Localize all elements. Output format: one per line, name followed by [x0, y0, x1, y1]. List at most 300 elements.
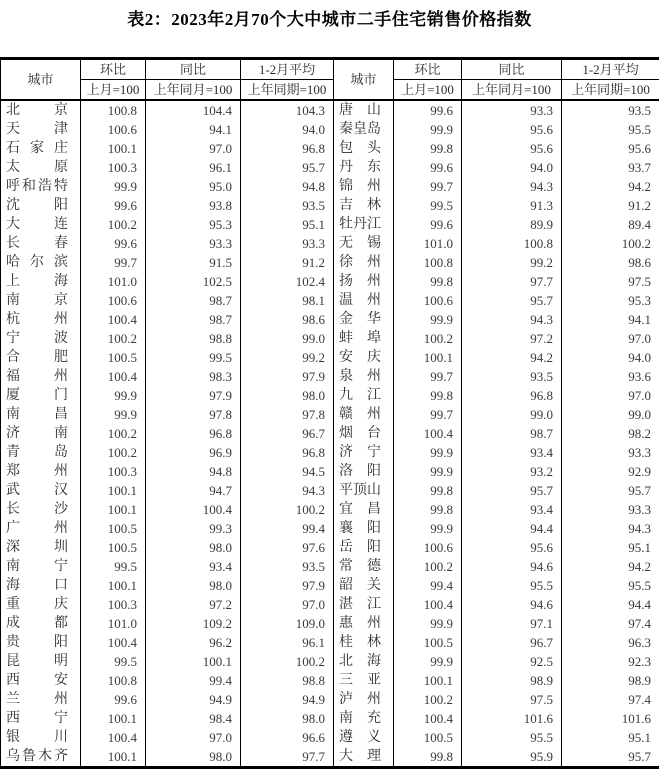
- mom-cell: 100.1: [81, 139, 146, 158]
- mom-cell: 99.9: [81, 177, 146, 196]
- yoy-cell: 91.3: [462, 196, 562, 215]
- mom-cell: 100.1: [81, 576, 146, 595]
- avg-cell: 95.3: [562, 291, 659, 310]
- yoy-cell: 89.9: [462, 215, 562, 234]
- table-row: [1, 671, 659, 690]
- city-cell: 郑州: [1, 462, 81, 481]
- city-cell: 成都: [1, 614, 81, 633]
- mom-cell: 100.6: [394, 538, 462, 557]
- mom-cell: 100.5: [81, 519, 146, 538]
- city-cell: 宜昌: [334, 500, 394, 519]
- avg-cell: 99.2: [241, 348, 334, 367]
- mom-cell: 100.5: [81, 538, 146, 557]
- mom-cell: 99.9: [394, 120, 462, 139]
- avg-cell: 95.7: [241, 158, 334, 177]
- yoy-cell: 98.4: [146, 709, 241, 728]
- yoy-cell: 95.9: [462, 747, 562, 768]
- city-cell: 哈尔滨: [1, 253, 81, 272]
- avg-cell: 95.6: [562, 139, 659, 158]
- yoy-cell: 95.6: [462, 538, 562, 557]
- avg-cell: 89.4: [562, 215, 659, 234]
- table-row: [1, 728, 659, 747]
- mom-cell: 100.5: [394, 728, 462, 747]
- mom-cell: 99.8: [394, 500, 462, 519]
- header-mom-base-left: 上月=100: [81, 80, 146, 101]
- mom-cell: 100.3: [81, 158, 146, 177]
- table-row: [1, 120, 659, 139]
- mom-cell: 100.8: [394, 253, 462, 272]
- city-cell: 呼和浩特: [1, 177, 81, 196]
- city-cell: 福州: [1, 367, 81, 386]
- city-cell: 大理: [334, 747, 394, 768]
- city-cell: 温州: [334, 291, 394, 310]
- yoy-cell: 98.8: [146, 329, 241, 348]
- yoy-cell: 99.4: [146, 671, 241, 690]
- avg-cell: 94.3: [562, 519, 659, 538]
- mom-cell: 99.6: [81, 690, 146, 709]
- city-cell: 武汉: [1, 481, 81, 500]
- header-city-left: 城市: [1, 59, 81, 101]
- mom-cell: 100.4: [81, 728, 146, 747]
- yoy-cell: 91.5: [146, 253, 241, 272]
- avg-cell: 97.9: [241, 367, 334, 386]
- mom-cell: 100.4: [394, 424, 462, 443]
- avg-cell: 98.1: [241, 291, 334, 310]
- yoy-cell: 98.0: [146, 747, 241, 768]
- city-cell: 三亚: [334, 671, 394, 690]
- avg-cell: 97.8: [241, 405, 334, 424]
- mom-cell: 100.4: [81, 367, 146, 386]
- mom-cell: 100.8: [81, 100, 146, 120]
- avg-cell: 98.8: [241, 671, 334, 690]
- mom-cell: 99.7: [394, 405, 462, 424]
- table-row: [1, 614, 659, 633]
- mom-cell: 100.2: [394, 557, 462, 576]
- avg-cell: 97.4: [562, 690, 659, 709]
- city-cell: 兰州: [1, 690, 81, 709]
- avg-cell: 97.9: [241, 576, 334, 595]
- mom-cell: 100.3: [81, 462, 146, 481]
- yoy-cell: 96.8: [462, 386, 562, 405]
- table-row: [1, 177, 659, 196]
- city-cell: 青岛: [1, 443, 81, 462]
- avg-cell: 94.0: [241, 120, 334, 139]
- city-cell: 海口: [1, 576, 81, 595]
- mom-cell: 100.5: [81, 348, 146, 367]
- yoy-cell: 98.7: [146, 310, 241, 329]
- yoy-cell: 92.5: [462, 652, 562, 671]
- city-cell: 银川: [1, 728, 81, 747]
- mom-cell: 99.9: [394, 614, 462, 633]
- table-row: [1, 500, 659, 519]
- yoy-cell: 95.5: [462, 576, 562, 595]
- city-cell: 天津: [1, 120, 81, 139]
- yoy-cell: 97.2: [462, 329, 562, 348]
- yoy-cell: 100.8: [462, 234, 562, 253]
- city-cell: 广州: [1, 519, 81, 538]
- mom-cell: 100.1: [394, 348, 462, 367]
- table-row: [1, 709, 659, 728]
- city-cell: 南昌: [1, 405, 81, 424]
- mom-cell: 100.4: [81, 310, 146, 329]
- yoy-cell: 104.4: [146, 100, 241, 120]
- mom-cell: 99.9: [394, 462, 462, 481]
- header-avg-right: 1-2月平均: [562, 59, 659, 80]
- avg-cell: 100.2: [241, 652, 334, 671]
- avg-cell: 96.8: [241, 443, 334, 462]
- yoy-cell: 95.5: [462, 728, 562, 747]
- table-row: [1, 405, 659, 424]
- yoy-cell: 98.0: [146, 538, 241, 557]
- table-row: [1, 100, 659, 120]
- yoy-cell: 93.4: [462, 443, 562, 462]
- city-cell: 深圳: [1, 538, 81, 557]
- yoy-cell: 99.3: [146, 519, 241, 538]
- mom-cell: 100.2: [81, 215, 146, 234]
- city-cell: 九江: [334, 386, 394, 405]
- avg-cell: 91.2: [562, 196, 659, 215]
- mom-cell: 99.8: [394, 386, 462, 405]
- yoy-cell: 96.7: [462, 633, 562, 652]
- table-row: [1, 291, 659, 310]
- city-cell: 乌鲁木齐: [1, 747, 81, 768]
- avg-cell: 95.7: [562, 747, 659, 768]
- city-cell: 南京: [1, 291, 81, 310]
- table-body: [1, 100, 659, 768]
- yoy-cell: 95.6: [462, 139, 562, 158]
- table-row: [1, 386, 659, 405]
- avg-cell: 95.1: [562, 728, 659, 747]
- mom-cell: 99.8: [394, 272, 462, 291]
- avg-cell: 96.7: [241, 424, 334, 443]
- table-row: [1, 443, 659, 462]
- mom-cell: 99.6: [81, 196, 146, 215]
- city-cell: 湛江: [334, 595, 394, 614]
- yoy-cell: 93.8: [146, 196, 241, 215]
- avg-cell: 94.4: [562, 595, 659, 614]
- city-cell: 西宁: [1, 709, 81, 728]
- avg-cell: 94.3: [241, 481, 334, 500]
- mom-cell: 100.2: [81, 424, 146, 443]
- table-row: [1, 595, 659, 614]
- mom-cell: 100.2: [81, 329, 146, 348]
- mom-cell: 100.6: [394, 291, 462, 310]
- mom-cell: 99.7: [394, 177, 462, 196]
- avg-cell: 99.4: [241, 519, 334, 538]
- city-cell: 南充: [334, 709, 394, 728]
- avg-cell: 99.0: [241, 329, 334, 348]
- avg-cell: 94.0: [562, 348, 659, 367]
- mom-cell: 99.5: [81, 652, 146, 671]
- mom-cell: 99.6: [394, 215, 462, 234]
- table-row: [1, 310, 659, 329]
- city-cell: 昆明: [1, 652, 81, 671]
- yoy-cell: 96.1: [146, 158, 241, 177]
- mom-cell: 100.8: [81, 671, 146, 690]
- table-row: [1, 196, 659, 215]
- avg-cell: 93.5: [241, 557, 334, 576]
- table-row: [1, 367, 659, 386]
- table-row: [1, 139, 659, 158]
- avg-cell: 95.5: [562, 120, 659, 139]
- city-cell: 蚌埠: [334, 329, 394, 348]
- avg-cell: 95.5: [562, 576, 659, 595]
- yoy-cell: 96.9: [146, 443, 241, 462]
- table-row: [1, 215, 659, 234]
- table-row: [1, 633, 659, 652]
- mom-cell: 99.9: [81, 386, 146, 405]
- avg-cell: 98.0: [241, 709, 334, 728]
- yoy-cell: 97.0: [146, 139, 241, 158]
- table-row: [1, 538, 659, 557]
- yoy-cell: 94.0: [462, 158, 562, 177]
- avg-cell: 97.5: [562, 272, 659, 291]
- mom-cell: 100.3: [81, 595, 146, 614]
- price-index-table: [0, 57, 659, 769]
- city-cell: 沈阳: [1, 196, 81, 215]
- yoy-cell: 96.8: [146, 424, 241, 443]
- yoy-cell: 99.0: [462, 405, 562, 424]
- yoy-cell: 95.0: [146, 177, 241, 196]
- mom-cell: 99.9: [394, 519, 462, 538]
- city-cell: 宁波: [1, 329, 81, 348]
- avg-cell: 96.3: [562, 633, 659, 652]
- city-cell: 无锡: [334, 234, 394, 253]
- city-cell: 重庆: [1, 595, 81, 614]
- mom-cell: 99.8: [394, 747, 462, 768]
- yoy-cell: 95.7: [462, 291, 562, 310]
- avg-cell: 109.0: [241, 614, 334, 633]
- city-cell: 泉州: [334, 367, 394, 386]
- header-mom-right: 环比: [394, 59, 462, 80]
- avg-cell: 98.9: [562, 671, 659, 690]
- yoy-cell: 94.1: [146, 120, 241, 139]
- mom-cell: 99.7: [394, 367, 462, 386]
- city-cell: 厦门: [1, 386, 81, 405]
- city-cell: 遵义: [334, 728, 394, 747]
- city-cell: 大连: [1, 215, 81, 234]
- city-cell: 贵阳: [1, 633, 81, 652]
- city-cell: 牡丹江: [334, 215, 394, 234]
- mom-cell: 100.1: [81, 709, 146, 728]
- header-city-right: 城市: [334, 59, 394, 101]
- mom-cell: 100.2: [394, 329, 462, 348]
- mom-cell: 99.8: [394, 139, 462, 158]
- table-row: [1, 557, 659, 576]
- mom-cell: 101.0: [81, 614, 146, 633]
- header-yoy-base-left: 上年同月=100: [146, 80, 241, 101]
- yoy-cell: 98.0: [146, 576, 241, 595]
- avg-cell: 94.8: [241, 177, 334, 196]
- avg-cell: 92.3: [562, 652, 659, 671]
- avg-cell: 96.1: [241, 633, 334, 652]
- city-cell: 赣州: [334, 405, 394, 424]
- header-avg-left: 1-2月平均: [241, 59, 334, 80]
- mom-cell: 99.9: [394, 310, 462, 329]
- yoy-cell: 97.5: [462, 690, 562, 709]
- table-row: [1, 253, 659, 272]
- yoy-cell: 93.5: [462, 367, 562, 386]
- city-cell: 南宁: [1, 557, 81, 576]
- avg-cell: 97.0: [562, 386, 659, 405]
- yoy-cell: 94.4: [462, 519, 562, 538]
- avg-cell: 97.0: [241, 595, 334, 614]
- table-row: [1, 158, 659, 177]
- city-cell: 岳阳: [334, 538, 394, 557]
- yoy-cell: 95.6: [462, 120, 562, 139]
- yoy-cell: 93.4: [462, 500, 562, 519]
- avg-cell: 93.5: [562, 100, 659, 120]
- yoy-cell: 100.1: [146, 652, 241, 671]
- mom-cell: 100.5: [394, 633, 462, 652]
- mom-cell: 100.1: [81, 747, 146, 768]
- yoy-cell: 94.3: [462, 310, 562, 329]
- avg-cell: 93.6: [562, 367, 659, 386]
- mom-cell: 100.6: [81, 291, 146, 310]
- yoy-cell: 97.7: [462, 272, 562, 291]
- avg-cell: 95.7: [562, 481, 659, 500]
- city-cell: 桂林: [334, 633, 394, 652]
- table-row: [1, 424, 659, 443]
- yoy-cell: 95.3: [146, 215, 241, 234]
- avg-cell: 93.3: [562, 500, 659, 519]
- yoy-cell: 93.3: [146, 234, 241, 253]
- table-header: [1, 59, 659, 101]
- city-cell: 杭州: [1, 310, 81, 329]
- yoy-cell: 93.3: [462, 100, 562, 120]
- yoy-cell: 98.3: [146, 367, 241, 386]
- yoy-cell: 98.7: [462, 424, 562, 443]
- yoy-cell: 97.1: [462, 614, 562, 633]
- mom-cell: 99.9: [394, 652, 462, 671]
- table-row: [1, 272, 659, 291]
- avg-cell: 100.2: [241, 500, 334, 519]
- header-yoy-left: 同比: [146, 59, 241, 80]
- table-row: [1, 462, 659, 481]
- city-cell: 济宁: [334, 443, 394, 462]
- yoy-cell: 94.7: [146, 481, 241, 500]
- avg-cell: 99.0: [562, 405, 659, 424]
- city-cell: 包头: [334, 139, 394, 158]
- yoy-cell: 98.7: [146, 291, 241, 310]
- avg-cell: 97.7: [241, 747, 334, 768]
- mom-cell: 100.2: [81, 443, 146, 462]
- yoy-cell: 101.6: [462, 709, 562, 728]
- avg-cell: 98.0: [241, 386, 334, 405]
- city-cell: 秦皇岛: [334, 120, 394, 139]
- avg-cell: 93.5: [241, 196, 334, 215]
- avg-cell: 91.2: [241, 253, 334, 272]
- avg-cell: 98.2: [562, 424, 659, 443]
- avg-cell: 93.7: [562, 158, 659, 177]
- mom-cell: 101.0: [394, 234, 462, 253]
- city-cell: 长沙: [1, 500, 81, 519]
- yoy-cell: 94.6: [462, 595, 562, 614]
- avg-cell: 98.6: [241, 310, 334, 329]
- avg-cell: 97.0: [562, 329, 659, 348]
- table-row: [1, 234, 659, 253]
- city-cell: 烟台: [334, 424, 394, 443]
- yoy-cell: 95.7: [462, 481, 562, 500]
- table-row: [1, 747, 659, 768]
- header-mom-left: 环比: [81, 59, 146, 80]
- city-cell: 常德: [334, 557, 394, 576]
- city-cell: 丹东: [334, 158, 394, 177]
- mom-cell: 100.4: [81, 633, 146, 652]
- avg-cell: 96.6: [241, 728, 334, 747]
- yoy-cell: 97.2: [146, 595, 241, 614]
- mom-cell: 99.6: [394, 100, 462, 120]
- mom-cell: 99.6: [394, 158, 462, 177]
- yoy-cell: 96.2: [146, 633, 241, 652]
- yoy-cell: 100.4: [146, 500, 241, 519]
- city-cell: 襄阳: [334, 519, 394, 538]
- mom-cell: 99.8: [394, 481, 462, 500]
- mom-cell: 99.6: [81, 234, 146, 253]
- city-cell: 长春: [1, 234, 81, 253]
- avg-cell: 94.9: [241, 690, 334, 709]
- yoy-cell: 98.9: [462, 671, 562, 690]
- yoy-cell: 94.8: [146, 462, 241, 481]
- yoy-cell: 94.3: [462, 177, 562, 196]
- mom-cell: 100.4: [394, 709, 462, 728]
- city-cell: 泸州: [334, 690, 394, 709]
- mom-cell: 101.0: [81, 272, 146, 291]
- city-cell: 济南: [1, 424, 81, 443]
- avg-cell: 100.2: [562, 234, 659, 253]
- avg-cell: 97.6: [241, 538, 334, 557]
- city-cell: 韶关: [334, 576, 394, 595]
- city-cell: 吉林: [334, 196, 394, 215]
- header-yoy-base-right: 上年同月=100: [462, 80, 562, 101]
- table-row: [1, 576, 659, 595]
- avg-cell: 94.1: [562, 310, 659, 329]
- yoy-cell: 99.5: [146, 348, 241, 367]
- mom-cell: 99.7: [81, 253, 146, 272]
- avg-cell: 96.8: [241, 139, 334, 158]
- avg-cell: 97.4: [562, 614, 659, 633]
- yoy-cell: 94.9: [146, 690, 241, 709]
- header-row-2: [1, 80, 659, 101]
- mom-cell: 99.5: [81, 557, 146, 576]
- yoy-cell: 97.9: [146, 386, 241, 405]
- table-row: [1, 519, 659, 538]
- mom-cell: 100.1: [394, 671, 462, 690]
- avg-cell: 94.2: [562, 177, 659, 196]
- city-cell: 北海: [334, 652, 394, 671]
- header-mom-base-right: 上月=100: [394, 80, 462, 101]
- mom-cell: 99.9: [394, 443, 462, 462]
- avg-cell: 94.5: [241, 462, 334, 481]
- table-row: [1, 329, 659, 348]
- yoy-cell: 94.6: [462, 557, 562, 576]
- yoy-cell: 109.2: [146, 614, 241, 633]
- header-row-1: [1, 59, 659, 80]
- avg-cell: 104.3: [241, 100, 334, 120]
- yoy-cell: 102.5: [146, 272, 241, 291]
- city-cell: 太原: [1, 158, 81, 177]
- avg-cell: 93.3: [241, 234, 334, 253]
- table-row: [1, 348, 659, 367]
- avg-cell: 93.3: [562, 443, 659, 462]
- city-cell: 惠州: [334, 614, 394, 633]
- avg-cell: 101.6: [562, 709, 659, 728]
- mom-cell: 100.6: [81, 120, 146, 139]
- mom-cell: 100.2: [394, 690, 462, 709]
- header-avg-base-left: 上年同期=100: [241, 80, 334, 101]
- city-cell: 平顶山: [334, 481, 394, 500]
- yoy-cell: 94.2: [462, 348, 562, 367]
